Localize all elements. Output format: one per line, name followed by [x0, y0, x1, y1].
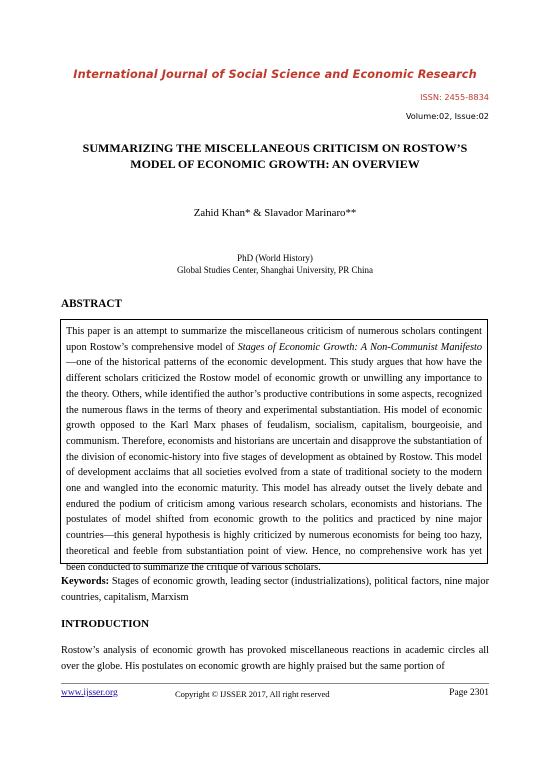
keywords-label: Keywords: [61, 576, 110, 587]
affiliation-institution: Global Studies Center, Shanghai University, PR China [176, 264, 374, 275]
keywords-paragraph [61, 574, 489, 605]
journal-title: International Journal of Social Science and Economic Research [73, 68, 477, 81]
affiliation-degree: PhD (World History) [237, 253, 313, 263]
introduction-text: Rostow’s analysis of economic growth has provoked miscellaneous reactions in academic circles all over the globe. His postulates on economic growth are highly praised but the same portion of [61, 645, 489, 672]
issn-label: ISSN: 2455-8834 [420, 92, 489, 102]
footer-divider [61, 683, 489, 684]
abstract-box [60, 319, 488, 573]
abstract-text-part1: This paper is an attempt to summarize the miscellaneous criticism of numerous scholars contingent upon Rostow’s comprehensive model of [66, 326, 482, 353]
abstract-heading: ABSTRACT [61, 298, 122, 310]
paper-title: SUMMARIZING THE MISCELLANEOUS CRITICISM ON ROSTOW’S MODEL OF ECONOMIC GROWTH: AN OVERVIEW [82, 141, 468, 171]
keywords-text: Stages of economic growth, leading sector (industrializations), political factors, nine major countries, capitalism, Marxism [61, 576, 489, 603]
abstract-text-part2: —one of the historical patterns of the economic development. This study argues that how have the different scholars criticized the Rostow model of economic growth or unwilling any importance to the theory. Others, while identified the author’s productive contributions in some aspects, recognized the numerous flaws in the terms of theory and experimental substantiation. His model of economic growth opposed to the Karl Marx phases of feudalism, socialism, capitalism, bourgeoisie, and communism. Therefore, economists and historians are uncertain and disapprove the substantiation of the division of economic-history into five stages of development as obtained by Rostow. This model of development acclaims that all societies evolved from a state of traditional society to the modern one and wangled into the economic maturity. This model has already outset the lively debate and endured the podium of criticism among various research scholars, economists and historians. The postulates of model shifted from economic growth to the politics and practiced by nine major countries—this general hypothesis is highly criticized by numerous economists for being too hazy, theoretical and feeble from substantiation point of view. Hence, no comprehensive work has yet been conducted to summarize the critique of various scholars. [66, 357, 482, 573]
abstract-book-title: Stages of Economic Growth: A Non-Communist Manifesto [237, 341, 482, 353]
journal-website-link[interactable]: www.ijsser.org [61, 688, 118, 698]
author-list: Zahid Khan* & Slavador Marinaro** [193, 207, 357, 219]
introduction-heading: INTRODUCTION [61, 618, 150, 630]
page-number: Page 2301 [449, 688, 489, 698]
footer-copyright: Copyright © IJSSER 2017, All right reserved [175, 689, 330, 699]
affiliation [0, 253, 550, 276]
volume-issue-label: Volume:02, Issue:02 [405, 111, 489, 121]
